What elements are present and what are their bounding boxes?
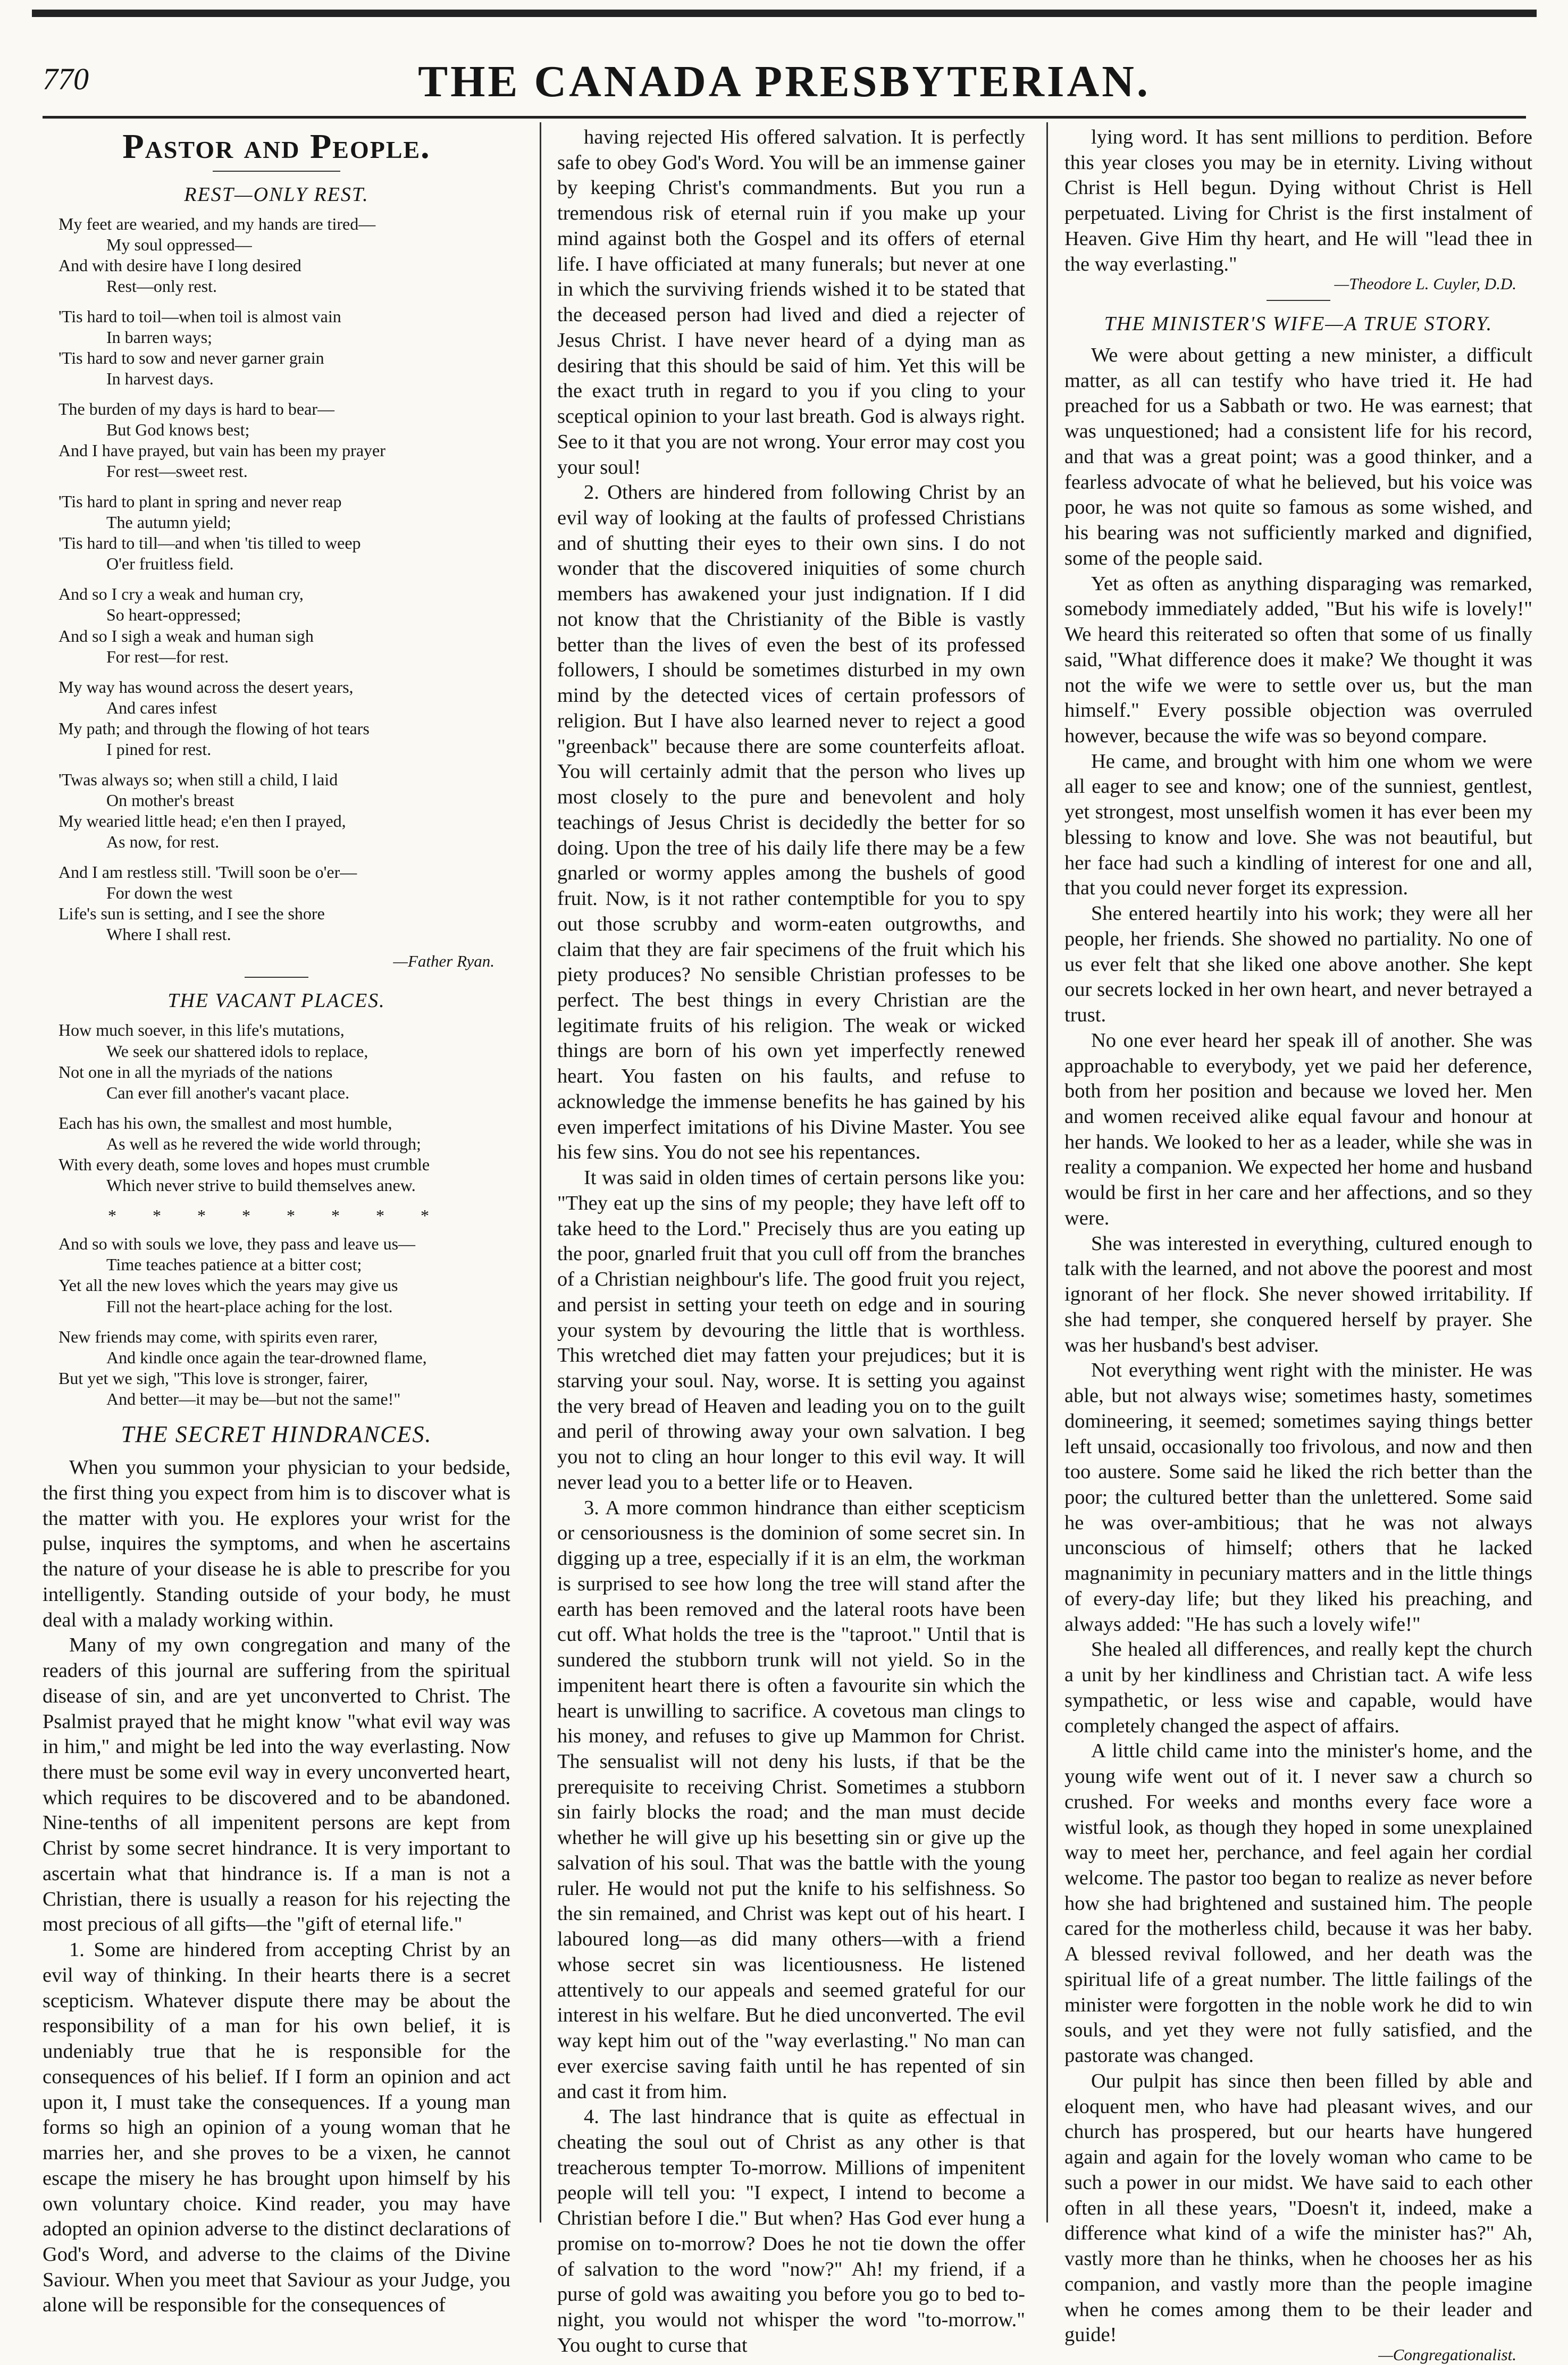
poem-title: REST—ONLY REST. — [184, 183, 369, 206]
poem-line: For rest—sweet rest. — [106, 462, 248, 481]
poem-line: Yet all the new loves which the years may give us — [58, 1276, 398, 1295]
article-paragraph: It was said in olden times of certain persons like you: "They eat up the sins of my people; they have left off to take heed to the Lord." Precisely thus are you eating up the poor, gnarled fruit that you cull off from the branches of a Christian neighbour's life. The good fruit you reject, and persist in setting your teeth on edge and in souring your system by devouring the little that is worthless. This wretched diet may fatten your prejudices; but it is starving your soul. Nay, worse. It is setting you against the very bread of Heaven and leading you on to the guilt and peril of throwing away your own salvation. I beg you not to cling an hour longer to this evil way. It will never lead you to a better life or to Heaven. — [557, 1167, 1025, 1494]
poem-stanza — [58, 1113, 510, 1196]
poem-stanza — [58, 306, 510, 389]
poem-line: How much soever, in this life's mutations, — [58, 1020, 345, 1040]
asterism: * * * * * * * * — [108, 1205, 445, 1225]
article-title: THE SECRET HINDRANCES. — [121, 1421, 432, 1447]
poem-line: And so with souls we love, they pass and leave us— — [58, 1234, 416, 1254]
poem-stanza — [58, 214, 510, 297]
article-signature: —Theodore L. Cuyler, D.D. — [1334, 274, 1516, 293]
poem-line: Life's sun is setting, and I see the shore — [58, 903, 325, 923]
article-paragraph: She was interested in everything, cultured enough to talk with the learned, and not above the poorest and most ignorant of her flock. She never showed irritability. If she had temper, she conquered herself by prayer. She was her husband's best adviser. — [1064, 1232, 1532, 1356]
poem-line: 'Tis hard to plant in spring and never reap — [58, 492, 342, 511]
poem-line: Fill not the heart-place aching for the lost. — [106, 1296, 393, 1316]
poem-line: But God knows best; — [106, 420, 250, 440]
article-paragraph: 4. The last hindrance that is quite as effectual in cheating the soul out of Christ as any other is that treacherous tempter To-morrow. Millions of impenitent people will tell you: "I expect, I intend to become a Christian before I die." But when? Has God ever hung a promise on to-morrow? Does he not tie down the offer of salvation to the word "now?" Ah! my friend, if a purse of gold was awaiting you before you go to bed to-night, you would not whisper the word "to-morrow." You ought to curse that — [557, 2106, 1025, 2356]
page-header — [43, 56, 1526, 120]
article-text — [557, 125, 1025, 2359]
poem-line: And so I sigh a weak and human sigh — [58, 626, 314, 645]
poem-line: In barren ways; — [106, 328, 213, 347]
poem-line: O'er fruitless field. — [106, 554, 234, 574]
article-signature: —Congregationalist. — [1378, 2345, 1516, 2364]
poem-line: For rest—for rest. — [106, 647, 229, 666]
poem-stanza — [58, 1327, 510, 1410]
column-3 — [1064, 125, 1532, 2364]
poem-line: As now, for rest. — [106, 832, 220, 851]
header-rule — [43, 116, 1526, 119]
poem-line: As well as he revered the wide world through; — [106, 1134, 421, 1153]
article-paragraph: Our pulpit has since then been filled by able and eloquent men, who have had pleasant wives, and our church has prospered, but our hearts have hungered again and again for the lovely woman who came to be such a power in our midst. We have said to each other often in all these years, "Doesn't it, indeed, make a difference what kind of a wife the minister has?" Ah, vastly more than he thinks, when he chooses her as his companion, and vastly more than the people imagine when he comes among them to be their leader and guide! — [1064, 2069, 1532, 2346]
article-paragraph: We were about getting a new minister, a difficult matter, as all can testify who have tried it. He had preached for us a Sabbath or two. He was earnest; that was unquestioned; had a consistent life for his record, and that was a great point; was a good thinker, and a fearless advocate of what he believed, but his voice was poor, he was not quite so famous as some wished, and his bearing was not sufficiently marked and dignified, some of the people said. — [1064, 343, 1532, 569]
section-rule — [245, 977, 308, 978]
poem-line: And I am restless still. 'Twill soon be o'er— — [58, 862, 357, 882]
poem-line: With every death, some loves and hopes must crumble — [58, 1154, 430, 1174]
poem-line: On mother's breast — [106, 790, 234, 810]
poem-line: New friends may come, with spirits even rarer, — [58, 1327, 378, 1346]
poem-line: My path; and through the flowing of hot tears — [58, 718, 370, 738]
poem-line: We seek our shattered idols to replace, — [106, 1041, 368, 1061]
poem-line: Can ever fill another's vacant place. — [106, 1083, 350, 1102]
poem-line: Time teaches patience at a bitter cost; — [106, 1255, 362, 1274]
poem-line: For down the west — [106, 883, 233, 902]
poem-line: Rest—only rest. — [106, 276, 217, 296]
poem-line: 'Twas always so; when still a child, I laid — [58, 769, 338, 789]
poem-stanza — [58, 769, 510, 852]
poem-line: And with desire have I long desired — [58, 256, 301, 275]
poem-line: 'Tis hard to sow and never garner grain — [58, 348, 324, 368]
article-paragraph: When you summon your physician to your bedside, the first thing you expect from him is to discover what is the matter with you. He explores your wrist for the pulse, inquires the symptoms, and when he ascertains the nature of your disease he is able to prescribe for you intelligently. Standing outside of your body, he must deal with a malady working within. — [43, 1456, 510, 1631]
poem-stanza — [58, 677, 510, 760]
poem-stanza — [58, 584, 510, 667]
article-paragraph: Not everything went right with the minister. He was able, but not always wise; sometimes hasty, sometimes domineering, it seemed; sometimes saying things better left unsaid, occasionally too frivolous, and now and then too austere. Some said he liked the rich better than the poor; the cultured better than the unlettered. Some said he was over-ambitious; that he was not always unconscious of himself; others that he lacked magnanimity in pecuniary matters and in the little things of every-day life; but they liked his preaching, and always added: "He has such a lovely wife!" — [1064, 1359, 1532, 1636]
poem-line: And so I cry a weak and human cry, — [58, 584, 304, 604]
page-number: 770 — [43, 62, 89, 96]
article-paragraph: 2. Others are hindered from following Christ by an evil way of looking at the faults of professed Christians and of shutting their eyes to their own sins. I do not wonder that the discovered iniquities of some church members has awakened your just indignation. If I did not know that the Christianity of the Bible is vastly better than the lives of even the best of its professed followers, I should be sometimes disturbed in my own mind by the detected vices of certain professors of religion. But I have also learned never to reject a good "greenback" because there are some counterfeits afloat. You will certainly admit that the person who lives up most closely to the pure and benevolent and holy teachings of Jesus Christ is decidedly the better for so doing. Upon the tree of his daily life there may be a few gnarled or wormy apples among the bushels of good fruit. Now, is it not rather contemptible for you to spy out those scrubby and worm-eaten outgrowths, and claim that they are fair specimens of the fruit which his piety produces? No sensible Christian professes to be perfect. The best things in every Christian are the legitimate fruits of his religion. The weak or wicked things are born of his own yet imperfectly renewed heart. You fasten on his faults, and refuse to acknowledge the immense benefits he has gained by his even imperfect imitations of his Divine Master. You see his few sins. You do not see his repentances. — [557, 481, 1025, 1164]
article-paragraph: 3. A more common hindrance than either scepticism or censoriousness is the dominion of some secret sin. In digging up a tree, especially if it is an elm, the workman is surprised to see how long the tree will stand after the earth has been removed and the lateral roots have been cut off. What holds the tree is the "taproot." Until that is sundered the stubborn trunk will not yield. So in the impenitent heart there is often a favourite sin which the heart is unwilling to sacrifice. A covetous man clings to his money, and refuses to give up Mammon for Christ. The sensualist will not deny his lusts, if that be the prerequisite to receiving Christ. Sometimes a stubborn sin fairly blocks the road; and the man must decide whether he will give up his besetting sin or give up the salvation of his soul. That was the battle with the young ruler. He would not put the knife to his selfishness. So the sin remained, and Christ was kept out of his heart. I laboured long—as did many others—with a friend whose secret sin was licentiousness. He listened attentively to our appeals and seemed grateful for our interest in his welfare. But he died unconverted. The evil way kept him out of the "way everlasting." No man can ever exercise saving faith until he has repented of sin and cast it from him. — [557, 1496, 1025, 2103]
poem-line: And better—it may be—but not the same!" — [106, 1389, 401, 1408]
article-paragraph: No one ever heard her speak ill of another. She was approachable to everybody, yet we paid her deference, both from her position and because we loved her. Men and women received alike equal favour and honour at her hands. We looked to her as a leader, while she was in reality a companion. We expected her home and husband would be first in her care and her affections, and so they were. — [1064, 1029, 1532, 1229]
department-heading: Pastor and People. — [122, 127, 431, 166]
poem-line: The burden of my days is hard to bear— — [58, 399, 334, 419]
poem-vacant-places-continued — [43, 1234, 510, 1409]
poem-line: My feet are wearied, and my hands are tired— — [58, 214, 376, 233]
article-paragraph: She entered heartily into his work; they were all her people, her friends. She showed no partiality. No one of us ever felt that she liked one above another. She kept our secrets locked in her own heart, and never betrayed a trust. — [1064, 902, 1532, 1027]
column-divider — [540, 122, 541, 2223]
poem-line: And I have prayed, but vain has been my prayer — [58, 441, 385, 460]
poem-line: And kindle once again the tear-drowned flame, — [106, 1347, 427, 1367]
article-paragraph: having rejected His offered salvation. It is perfectly safe to obey God's Word. You will be an immense gainer by keeping Christ's commandments. But you run a tremendous risk of eternal ruin if you make up your mind against both the Gospel and its offers of eternal life. I have officiated at many funerals; but never at one in which the surviving friends wished it to be stated that the deceased person had lived and died a rejecter of Jesus Christ. I have never heard of a dying man as desiring that this should be said of him. Yet this will be the exact truth in regard to you if you cling to your sceptical opinion to your last breath. God is always right. See to it that you are not wrong. Your error may cost you your soul! — [557, 126, 1025, 479]
article-text — [43, 1455, 510, 2318]
department-rule — [213, 171, 340, 172]
section-rule — [1267, 300, 1330, 301]
poem-vacant-places — [43, 1020, 510, 1195]
article-paragraph: She healed all differences, and really kept the church a unit by her kindliness and Christian tact. A wife less sympathetic, or less wise and capable, would have completely changed the aspect of affairs. — [1064, 1638, 1532, 1737]
top-border — [32, 10, 1537, 17]
poem-attribution: —Father Ryan. — [393, 951, 494, 970]
article-paragraph: Many of my own congregation and many of the readers of this journal are suffering from the spiritual disease of sin, and are yet unconverted to Christ. The Psalmist prayed that he might know "what evil way was in him," and might be led into the way everlasting. Now there must be some evil way in every unconverted heart, which requires to be discovered and to be abandoned. Nine-tenths of all impenitent persons are kept from Christ by some secret hindrance. It is very important to ascertain what that hindrance is. If a man is not a Christian, there is usually a reason for his rejecting the most precious of all gifts—the "gift of eternal life." — [43, 1634, 510, 1936]
poem-stanza — [58, 1020, 510, 1103]
poem-line: So heart-oppressed; — [106, 605, 241, 625]
poem-stanza — [58, 1234, 510, 1316]
poem-rest-only-rest — [43, 214, 510, 945]
poem-line: 'Tis hard to toil—when toil is almost vain — [58, 307, 341, 326]
poem-line: 'Tis hard to till—and when 'tis tilled to weep — [58, 533, 361, 553]
poem-line: I pined for rest. — [106, 739, 212, 759]
poem-line: Which never strive to build themselves anew. — [106, 1175, 416, 1195]
article-paragraph: Yet as often as anything disparaging was remarked, somebody immediately added, "But his wife is lovely!" We heard this reiterated so often that some of us finally said, "What difference does it make? We thought it was not the wife we were to settle over us, but the man himself." Every possible objection was overruled however, because the wife was so beyond compare. — [1064, 572, 1532, 747]
article-text — [1064, 343, 1532, 2348]
poem-stanza — [58, 399, 510, 482]
poem-stanza — [58, 491, 510, 574]
poem-line: Where I shall rest. — [106, 924, 231, 944]
poem-title: THE VACANT PLACES. — [167, 989, 385, 1012]
poem-line: My wearied little head; e'en then I prayed, — [58, 811, 346, 831]
poem-line: Each has his own, the smallest and most humble, — [58, 1113, 392, 1133]
poem-line: My way has wound across the desert years, — [58, 677, 354, 697]
column-divider — [1046, 122, 1048, 2223]
poem-stanza — [58, 862, 510, 945]
poem-line: My soul oppressed— — [106, 234, 252, 254]
poem-line: And cares infest — [106, 698, 217, 717]
poem-line: But yet we sigh, "This love is stronger, fairer, — [58, 1368, 368, 1388]
article-paragraph: lying word. It has sent millions to perdition. Before this year closes you may be in eternity. Living without Christ is Hell begun. Dying without Christ is Hell perpetuated. Living for Christ is the first instalment of Heaven. Give Him thy heart, and He will "lead thee in the way everlasting." — [1064, 126, 1532, 275]
article-paragraph: He came, and brought with him one whom we were all eager to see and know; one of the sunniest, gentlest, yet strongest, most unselfish women it has ever been my blessing to know and love. She was not beautiful, but her face had such a kindling of interest for one and all, that you could never forget its expression. — [1064, 750, 1532, 900]
poem-line: In harvest days. — [106, 369, 214, 389]
article-title: THE MINISTER'S WIFE—A TRUE STORY. — [1104, 312, 1493, 335]
column-1 — [43, 125, 510, 2317]
poem-line: The autumn yield; — [106, 513, 231, 532]
article-paragraph: 1. Some are hindered from accepting Christ by an evil way of thinking. In their hearts there is a secret scepticism. Whatever dispute there may be about the responsibility of a man for his own belief, it is undeniably true that he is responsible for the consequences of his belief. If I form an opinion and act upon it, I must take the consequences. If a young man forms so high an opinion of a young woman that he marries her, and she proves to be a vixen, he cannot escape the misery he has brought upon himself by his own voluntary choice. Kind reader, you may have adopted an opinion adverse to the distinct declarations of God's Word, and adverse to the claims of the Divine Saviour. When you meet that Saviour as your Judge, you alone will be responsible for the consequences of — [43, 1939, 510, 2317]
masthead: THE CANADA PRESBYTERIAN. — [418, 57, 1151, 106]
column-2 — [557, 125, 1025, 2356]
article-paragraph: A little child came into the minister's home, and the young wife went out of it. I never saw a church so crushed. For weeks and months every face wore a wistful look, as though they hoped in some unexplained way to meet her, perchance, and feel again her cordial welcome. The pastor too began to realize as never before how she had brightened and sustained him. The people cared for the motherless child, because it was her baby. A blessed revival followed, and her death was the spiritual life of a great number. The little failings of the minister were forgotten in the noble work he did to win souls, and yet they were not fully satisfied, and the pastorate was changed. — [1064, 1740, 1532, 2067]
poem-line: Not one in all the myriads of the nations — [58, 1062, 333, 1081]
